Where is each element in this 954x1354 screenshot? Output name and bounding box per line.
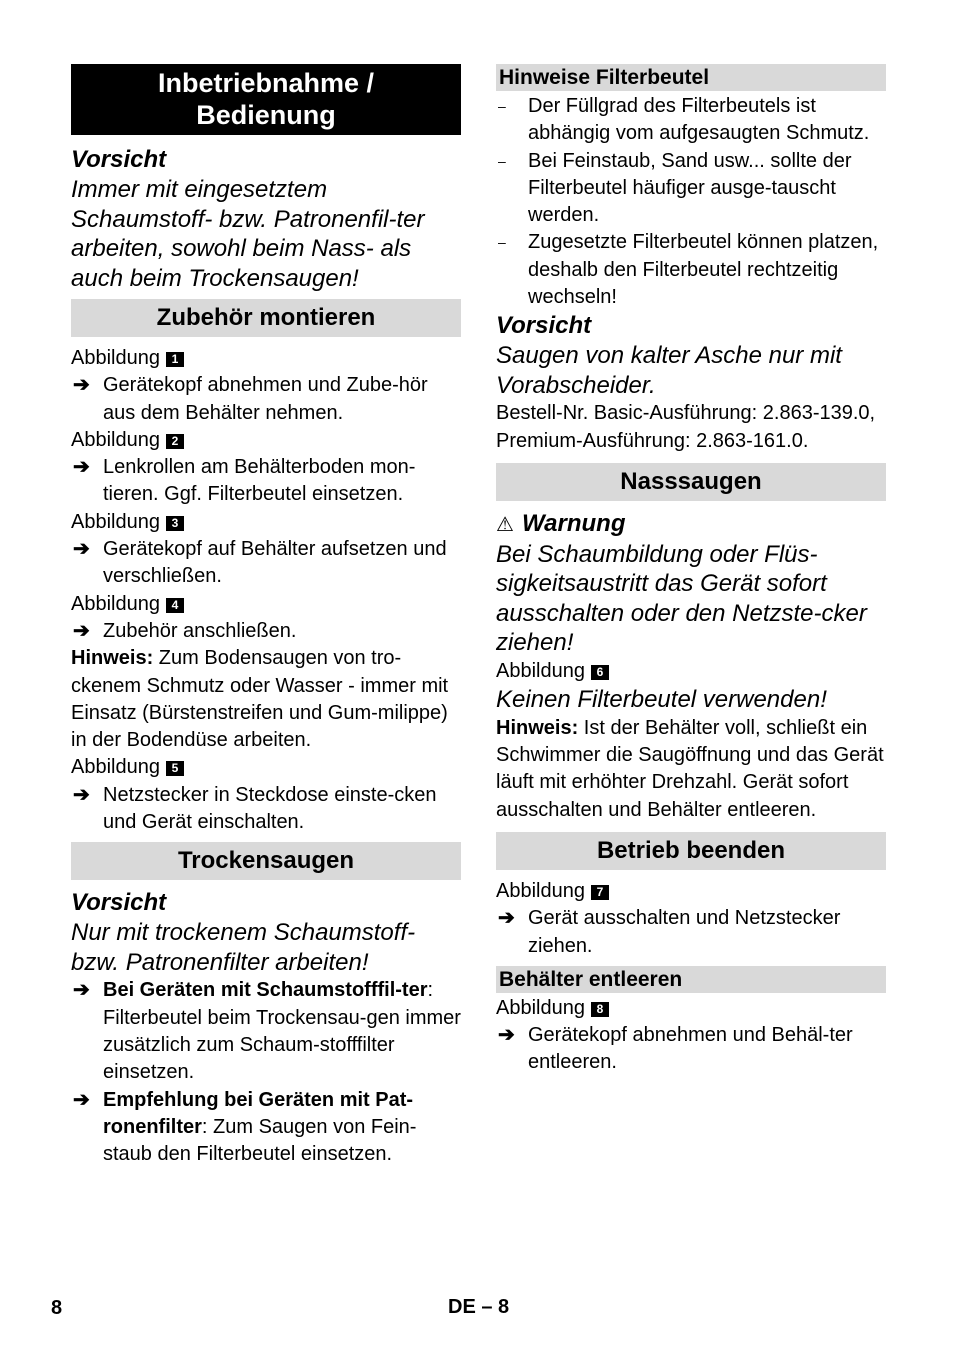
figure-reference: Abbildung 2 <box>71 427 461 454</box>
left-column <box>71 64 461 1168</box>
figure-reference: Abbildung 1 <box>71 345 461 372</box>
arrow-icon: ➔ <box>73 783 90 806</box>
figure-reference: Abbildung 8 <box>496 995 886 1022</box>
caution-heading: Vorsicht <box>71 146 167 173</box>
caution-text: Saugen von kalter Asche nur mit Vorabscheider. <box>496 342 842 399</box>
instruction-step: ➔ Bei Geräten mit Schaumstofffil-ter: Filterbeutel beim Trockensau-gen immer zusätzlich zum Schaum-stofffilter einsetzen. <box>73 979 461 1084</box>
instruction-step: ➔ Gerät ausschalten und Netzstecker ziehen. <box>498 907 841 957</box>
note-label: Hinweis: <box>496 716 579 739</box>
caution-heading: Vorsicht <box>71 889 167 917</box>
caution-text: Nur mit trockenem Schaumstoff- bzw. Patronenfilter arbeiten! <box>71 919 416 976</box>
list-item: – Zugesetzte Filterbeutel können platzen, deshalb den Filterbeutel rechtzeitig wechseln! <box>498 231 879 309</box>
figure-reference: Abbildung 3 <box>71 509 461 536</box>
figure-number: 3 <box>166 516 184 531</box>
arrow-icon: ➔ <box>73 979 90 1002</box>
figure-number: 7 <box>591 885 609 900</box>
arrow-icon: ➔ <box>73 374 90 397</box>
instruction-step: ➔ Gerätekopf auf Behälter aufsetzen und verschließen. <box>73 538 447 588</box>
arrow-icon: ➔ <box>498 907 515 930</box>
no-filterbag-text: Keinen Filterbeutel verwenden! <box>496 686 827 714</box>
figure-number: 8 <box>591 1002 609 1017</box>
warning-triangle-icon: ⚠ <box>496 513 514 536</box>
page-label: DE – 8 <box>448 1296 510 1318</box>
list-item: – Bei Feinstaub, Sand usw... sollte der Filterbeutel häufiger ausge-tauscht werden. <box>498 149 852 227</box>
arrow-icon: ➔ <box>73 1088 90 1111</box>
subheading-filterbag: Hinweise Filterbeutel <box>496 64 886 91</box>
instruction-step: ➔ Empfehlung bei Geräten mit Pat-ronenfilter: Zum Saugen von Fein-staub den Filterbeutel einsetzen. <box>73 1088 417 1166</box>
figure-reference: Abbildung 5 <box>71 754 461 781</box>
section-heading-stop: Betrieb beenden <box>496 832 886 870</box>
figure-number: 4 <box>166 598 184 613</box>
caution-block-1 <box>71 145 461 293</box>
section-heading-wet: Nasssaugen <box>496 463 886 501</box>
figure-number: 1 <box>166 352 184 367</box>
caution-block-3 <box>496 311 886 400</box>
right-column <box>496 64 886 1077</box>
note-paragraph: Hinweis: Ist der Behälter voll, schließt ein Schwimmer die Saugöffnung und das Gerät läuft mit erhöhter Drehzahl. Gerät sofort ausschalten und Behälter entleeren. <box>496 716 884 821</box>
figure-reference: Abbildung 6 <box>496 658 886 685</box>
dash-mark: – <box>498 98 506 114</box>
instruction-step: ➔ Zubehör anschließen. <box>71 618 461 645</box>
instruction-step: ➔ Gerätekopf abnehmen und Behäl-ter entleeren. <box>498 1024 853 1074</box>
subheading-empty: Behälter entleeren <box>496 966 886 993</box>
arrow-icon: ➔ <box>73 538 90 561</box>
figure-number: 5 <box>166 761 184 776</box>
arrow-icon: ➔ <box>73 619 90 642</box>
section-heading-accessories: Zubehör montieren <box>71 299 461 337</box>
dash-mark: – <box>498 152 506 169</box>
main-title-line1: Inbetriebnahme / <box>157 68 375 98</box>
caution-text: Immer mit eingesetztem Schaumstoff- bzw. Patronenfil-ter arbeiten, sowohl beim Nass- als auch beim Trockensaugen! <box>71 176 425 292</box>
caution-block-2 <box>71 888 461 977</box>
main-section-title <box>71 64 461 135</box>
section-heading-dry: Trockensaugen <box>71 842 461 880</box>
list-item: – Der Füllgrad des Filterbeutels ist abhängig vom aufgesaugten Schmutz. <box>498 95 870 145</box>
arrow-icon: ➔ <box>73 456 90 479</box>
note-label: Hinweis: <box>71 647 154 670</box>
note-paragraph: Hinweis: Zum Bodensaugen von tro-ckenem Schmutz oder Wasser - immer mit Einsatz (Bürstenstreifen und Gum-milippe) in der Bodendüse arbeiten. <box>71 647 449 752</box>
instruction-step: ➔ Netzstecker in Steckdose einste-cken und Gerät einschalten. <box>73 783 437 834</box>
figure-reference: Abbildung 4 <box>71 591 461 618</box>
main-title-line2: Bedienung <box>196 100 336 130</box>
warning-heading: ⚠ Warnung <box>496 509 626 537</box>
arrow-icon: ➔ <box>498 1024 515 1047</box>
instruction-step: ➔ Gerätekopf abnehmen und Zube-hör aus dem Behälter nehmen. <box>73 374 428 424</box>
order-number-text: Bestell-Nr. Basic-Ausführung: 2.863-139.0, Premium-Ausführung: 2.863-161.0. <box>496 402 876 452</box>
page-number: 8 <box>51 1297 63 1319</box>
warning-block <box>496 509 886 658</box>
figure-number: 6 <box>591 665 609 680</box>
figure-number: 2 <box>166 434 184 449</box>
warning-text: Bei Schaumbildung oder Flüs-sigkeitsaustritt das Gerät sofort ausschalten oder den Netzste-cker ziehen! <box>496 540 867 657</box>
dash-mark: – <box>498 234 506 251</box>
instruction-step: ➔ Lenkrollen am Behälterboden mon-tieren. Ggf. Filterbeutel einsetzen. <box>73 456 416 506</box>
figure-reference: Abbildung 7 <box>496 878 886 905</box>
caution-heading: Vorsicht <box>496 312 592 340</box>
